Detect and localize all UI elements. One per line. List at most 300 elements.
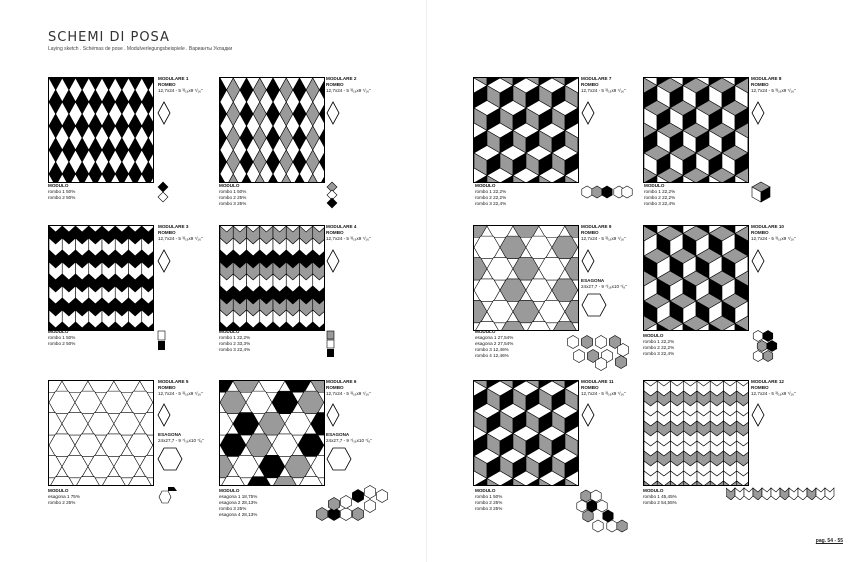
hexagon-piece [285,413,311,436]
hexagon-piece [592,186,602,198]
module-list-m12 [643,488,677,506]
module-line: rombo 1 45,45% [643,494,677,499]
hexagon-piece [474,236,500,259]
hexagon-piece [62,413,88,436]
module-title: MODULO [475,488,496,493]
rhombus-icon [157,403,171,427]
hexagon-piece [597,500,607,512]
module-cluster-icon [750,328,784,364]
module-list-m9 [475,329,513,359]
module-line: esagona 1 75% [48,494,80,499]
module-line: rombo 2 22,2% [643,345,675,350]
cube-right [748,279,749,302]
scheme-name: MODULARE 8 [751,76,782,81]
module-line: esagona 2 28,13% [219,500,258,505]
hexagon-piece [753,351,763,362]
module-line: rombo 3 25% [219,201,247,206]
rhombus-icon [751,249,765,273]
pattern-tile-m1 [48,77,154,183]
scheme-name: MODULARE 4 [326,224,357,229]
scheme-label-m7 [581,76,626,94]
hexagon-piece [617,344,628,357]
hexagon-piece [114,455,140,478]
hexagon-piece [487,300,513,323]
module-line: rombo 3 22,4% [475,201,507,206]
cube-left [748,78,749,86]
scheme-size: 12,7x24 - 5 ³/₁₆x9 ⁷/₁₆" [326,88,371,93]
pattern-tile-m8 [643,77,749,183]
hexagon-piece [487,258,513,281]
hexagon-piece [581,336,592,349]
module-cluster-icon [579,181,633,203]
module-line: rombo 3 12,46% [475,347,509,352]
module-line: rombo 2 33,3% [219,341,251,346]
scheme-label-m3 [158,224,203,242]
hexagon-piece [62,381,88,392]
hexagon-piece [376,490,387,503]
hexagon-piece [140,381,154,392]
cube-right [578,131,579,154]
hexagon-piece [259,381,285,392]
module-title: MODULO [48,183,69,188]
hexagon-piece [474,258,487,281]
hexagon-piece [364,486,375,499]
pattern-tile-m12 [643,380,749,486]
module-line: rombo 4 12,46% [475,353,509,358]
hexagon-piece [352,508,363,521]
cube-left [748,226,749,234]
hexagon-piece [487,226,513,237]
hexagon-piece [573,350,584,363]
rhombus-icon [157,101,171,125]
module-title: MODULO [48,329,69,334]
hexagon-piece [602,186,612,198]
hexagon-piece [474,226,487,237]
hexagon-piece [617,520,627,532]
chevron-piece [753,488,762,500]
hexagon-piece [474,279,500,302]
module-cube-icon [750,181,772,203]
hexagon-piece [311,381,325,392]
module-list-m11 [475,488,502,512]
hexagon-piece [565,300,579,323]
hexagon-piece [577,500,587,512]
scheme-label-m10 [751,224,796,242]
hexagon-piece [311,413,325,436]
chevron-piece [762,488,771,500]
cube-top [748,294,749,309]
hexagon-piece [565,258,579,281]
pattern-tile-m3 [48,225,154,331]
scheme-type: ROMBO [326,230,344,235]
scheme-label-m8 [751,76,796,94]
hexagon-piece [583,510,593,522]
cube-top [748,146,749,161]
scheme-name: MODULARE 2 [326,76,357,81]
cube-right [578,389,579,412]
hexagon-piece [500,279,526,302]
module-title: MODULO [219,488,240,493]
scheme-type: ROMBO [158,82,176,87]
scheme-label-m12 [751,379,796,397]
scheme-type: ROMBO [326,385,344,390]
hexagon-piece [285,381,311,392]
hexagon-piece [513,300,539,323]
scheme-type: ROMBO [751,385,769,390]
cube-top [578,101,579,116]
module-line: rombo 2 50% [48,341,76,346]
scheme-label-m4 [326,224,371,242]
scheme-name: MODULARE 12 [751,379,784,384]
scheme-label-m11 [581,379,626,397]
module-title: MODULO [219,183,240,188]
cube-left [578,411,579,434]
hexagon-piece [757,341,767,352]
module-line: rombo 3 22,4% [643,351,675,356]
module-line: rombo 1 50% [219,189,247,194]
hexagon-piece [298,434,324,457]
scheme-size: 12,7x24 - 5 ³/₁₆x9 ⁷/₁₆" [158,236,203,241]
module-list-m7 [475,183,506,207]
hexagon-piece [316,508,327,521]
hexagon-piece [552,236,578,259]
module-list-m4 [219,329,250,353]
hexagon-piece [259,455,285,478]
hexagon-icon [581,293,607,317]
module-line: rombo 1 22,2% [475,189,507,194]
module-icon [154,485,180,509]
module-line: rombo 2 22,2% [475,195,507,200]
hexagon-piece [763,331,773,342]
chevron-piece [735,488,744,500]
scheme-type: ROMBO [751,82,769,87]
hexagon-piece [513,258,539,281]
hexagon-piece [352,490,363,503]
cube-left [578,108,579,131]
hexagon-piece [364,500,375,513]
hexagon-size: 24x27,7 - 9 ⁷/₁₆x10 ⁷/₈" [326,438,372,443]
chevron-piece [744,488,753,500]
rhombus-icon [326,101,340,125]
hexagon-piece [607,520,617,532]
pattern-tile-m4 [219,225,325,331]
scheme-name: MODULARE 11 [581,379,614,384]
hexagon-piece [526,236,552,259]
hexagon-piece [595,358,606,371]
hexagon-type: ESAGONA [326,432,350,437]
hexagon-piece [114,413,140,436]
hexagon-piece [272,434,298,457]
cube-left [748,256,749,279]
hexagon-piece [127,434,153,457]
chevron-piece [780,488,789,500]
module-line: rombo 2 54,55% [643,500,677,505]
module-list-m8 [644,183,675,207]
cube-left [578,153,579,176]
pattern-tile-m5 [48,380,154,486]
scheme-name: MODULARE 3 [158,224,189,229]
module-title: MODULO [475,183,496,188]
module-title: MODULO [475,329,496,334]
scheme-size: 12,7x24 - 5 ³/₁₆x9 ⁷/₁₆" [581,391,626,396]
hexagon-label-m6 [326,432,372,444]
hexagon-piece [285,455,311,478]
rhombus-icon [581,403,595,427]
scheme-name: MODULARE 5 [158,379,189,384]
pattern-tile-m11 [473,380,579,486]
pattern-tile-m7 [473,77,579,183]
scheme-type: ROMBO [158,230,176,235]
module-line: rombo 1 22,2% [643,339,675,344]
chevron-piece [771,488,780,500]
hexagon-piece [127,391,153,414]
hexagon-piece [582,186,592,198]
module-line: rombo 1 50% [48,189,76,194]
module-cluster-icon [563,328,637,372]
module-line: esagona 1 27,54% [475,335,514,340]
scheme-size: 12,7x24 - 5 ³/₁₆x9 ⁷/₁₆" [751,236,796,241]
hexagon-piece [567,336,578,349]
hexagon-piece [539,226,565,237]
hexagon-piece [153,434,154,457]
hexagon-piece [49,455,62,478]
scheme-size: 12,7x24 - 5 ³/₁₆x9 ⁷/₁₆" [581,236,626,241]
hexagon-piece [49,434,75,457]
module-line: rombo 2 25% [219,195,247,200]
module-line: rombo 3 25% [475,506,503,511]
cube-right [578,434,579,457]
hexagon-icon [157,447,183,471]
module-line: rombo 3 22,4% [219,347,251,352]
hexagon-piece [324,434,325,457]
rhombus-icon [751,101,765,125]
module-icon [326,330,336,358]
cube-left [578,456,579,479]
hexagon-piece [298,391,324,414]
scheme-name: MODULARE 6 [326,379,357,384]
hexagon-piece [246,434,272,457]
page-number: pag. 54 - 55 [815,538,843,544]
hexagon-piece [220,391,246,414]
scheme-label-m6 [326,379,371,397]
hexagon-piece [539,300,565,323]
hexagon-piece [767,341,777,352]
hexagon-piece [88,413,114,436]
hexagon-piece [595,336,606,349]
hexagon-piece [593,520,603,532]
hexagon-piece [324,391,325,414]
hexagon-piece [578,236,579,259]
hexagon-piece [62,455,88,478]
hexagon-piece [565,226,579,237]
scheme-size: 12,7x24 - 5 ³/₁₆x9 ⁷/₁₆" [158,88,203,93]
scheme-type: ROMBO [581,230,599,235]
scheme-size: 12,7x24 - 5 ³/₁₆x9 ⁷/₁₆" [326,236,371,241]
scheme-size: 12,7x24 - 5 ³/₁₆x9 ⁷/₁₆" [326,391,371,396]
module-title: MODULO [644,183,665,188]
scheme-size: 12,7x24 - 5 ³/₁₆x9 ⁷/₁₆" [751,88,796,93]
module-title: MODULO [48,488,69,493]
hexagon-piece [75,434,101,457]
module-line: rombo 2 25% [48,500,76,505]
module-line: esagona 4 28,13% [219,512,258,517]
hexagon-piece [763,351,773,362]
scheme-name: MODULARE 10 [751,224,784,229]
hexagon-piece [49,391,75,414]
chevron-piece [789,488,798,500]
scheme-label-m5 [158,379,203,397]
hexagon-piece [474,300,487,323]
hexagon-piece [233,455,259,478]
module-list-m10 [643,333,674,357]
hexagon-piece [114,381,140,392]
hexagon-piece [220,413,233,436]
hexagon-piece [101,434,127,457]
hexagon-piece [272,391,298,414]
module-list-m5 [48,488,80,506]
cube-right [578,86,579,109]
module-line: rombo 1 50% [48,335,76,340]
cube-left [748,301,749,324]
module-line: rombo 3 22,4% [644,201,676,206]
rhombus-icon [157,249,171,273]
hexagon-piece [101,391,127,414]
hexagon-piece [220,455,233,478]
hexagon-piece [513,226,539,237]
module-line: rombo 2 22,2% [644,195,676,200]
pattern-tile-m9 [473,225,579,331]
hexagon-piece [233,381,259,392]
scheme-type: ROMBO [751,230,769,235]
rhombus-icon [326,249,340,273]
chevron-piece [816,488,825,500]
module-star-icon [568,484,638,538]
module-line: rombo 3 25% [219,506,247,511]
scheme-label-m1 [158,76,203,94]
scheme-size: 12,7x24 - 5 ³/₁₆x9 ⁷/₁₆" [158,391,203,396]
scheme-size: 12,7x24 - 5 ³/₁₆x9 ⁷/₁₆" [751,391,796,396]
chevron-piece [825,488,834,500]
module-list-m2 [219,183,246,207]
chevron-piece [726,488,735,500]
cube-left [748,153,749,176]
scheme-name: MODULARE 7 [581,76,612,81]
hexagon-piece [622,186,632,198]
cube-right [748,324,749,332]
pattern-tile-m6 [219,380,325,486]
cube-right [748,131,749,154]
cube-top [578,404,579,419]
hexagon-piece [49,413,62,436]
hexagon-piece [233,413,259,436]
hexagon-piece [578,279,579,302]
hexagon-piece [88,381,114,392]
module-cluster-icon [312,482,396,526]
hexagon-piece [140,413,154,436]
hexagon-piece [246,391,272,414]
hexagon-piece [552,279,578,302]
hexagon-size: 24x27,7 - 9 ⁷/₁₆x10 ⁷/₈" [158,438,204,443]
rhombus-icon [581,249,595,273]
hexagon-piece [753,331,763,342]
chevron-piece [798,488,807,500]
chevron-piece [807,488,816,500]
scheme-label-m2 [326,76,371,94]
cube-left [578,381,579,389]
cube-left [578,78,579,86]
hexagon-piece [500,236,526,259]
module-list-m6 [219,488,257,518]
hexagon-piece [88,455,114,478]
scheme-name: MODULARE 1 [158,76,189,81]
module-title: MODULO [219,329,240,334]
cube-right [748,86,749,109]
module-line: rombo 1 22,2% [644,189,676,194]
hexagon-piece [49,381,62,392]
module-line: rombo 1 50% [475,494,503,499]
module-line: esagona 2 27,54% [475,341,514,346]
cube-top [748,101,749,116]
hexagon-piece [615,356,626,369]
hexagon-size: 24x27,7 - 9 ⁷/₁₆x10 ⁷/₈" [581,284,627,289]
hexagon-piece [539,258,565,281]
scheme-size: 12,7x24 - 5 ³/₁₆x9 ⁷/₁₆" [581,88,626,93]
cube-right [748,176,749,184]
scheme-type: ROMBO [581,82,599,87]
hexagon-piece [340,508,351,521]
rhombus-icon [326,403,340,427]
hexagon-piece [311,455,325,478]
module-title: MODULO [643,488,664,493]
hexagon-piece [220,434,246,457]
hexagon-piece [140,455,154,478]
cube-top [578,449,579,464]
module-icon [157,181,169,203]
module-line: rombo 2 50% [48,195,76,200]
module-strip-icon [726,484,838,500]
hexagon-icon [326,447,352,471]
scheme-label-m9 [581,224,626,242]
hexagon-piece [75,391,101,414]
hexagon-piece [259,413,285,436]
scheme-type: ROMBO [158,385,176,390]
module-title: MODULO [643,333,664,338]
pattern-tile-m2 [219,77,325,183]
pattern-tile-m10 [643,225,749,331]
hexagon-type: ESAGONA [158,432,182,437]
hexagon-piece [328,498,339,511]
scheme-name: MODULARE 9 [581,224,612,229]
hexagon-piece [153,391,154,414]
page-title: SCHEMI DI POSA [48,30,170,45]
cube-left [748,108,749,131]
module-line: rombo 1 22,2% [219,335,251,340]
hexagon-label-m9 [581,278,627,290]
page-subtitle: Laying sketch . Schémas de pose . Modulverlegungsbeispiele . Варианты Укладки [48,46,233,52]
module-line: esagona 1 18,75% [219,494,258,499]
rhombus-icon [581,101,595,125]
module-icon [326,181,338,209]
page-fold [426,0,427,562]
module-list-m3 [48,329,75,347]
hexagon-type: ESAGONA [581,278,605,283]
hexagon-label-m5 [158,432,204,444]
module-line: rombo 2 25% [475,500,503,505]
cube-top [578,146,579,161]
module-list-m1 [48,183,75,201]
scheme-type: ROMBO [581,385,599,390]
rhombus-icon [751,403,765,427]
